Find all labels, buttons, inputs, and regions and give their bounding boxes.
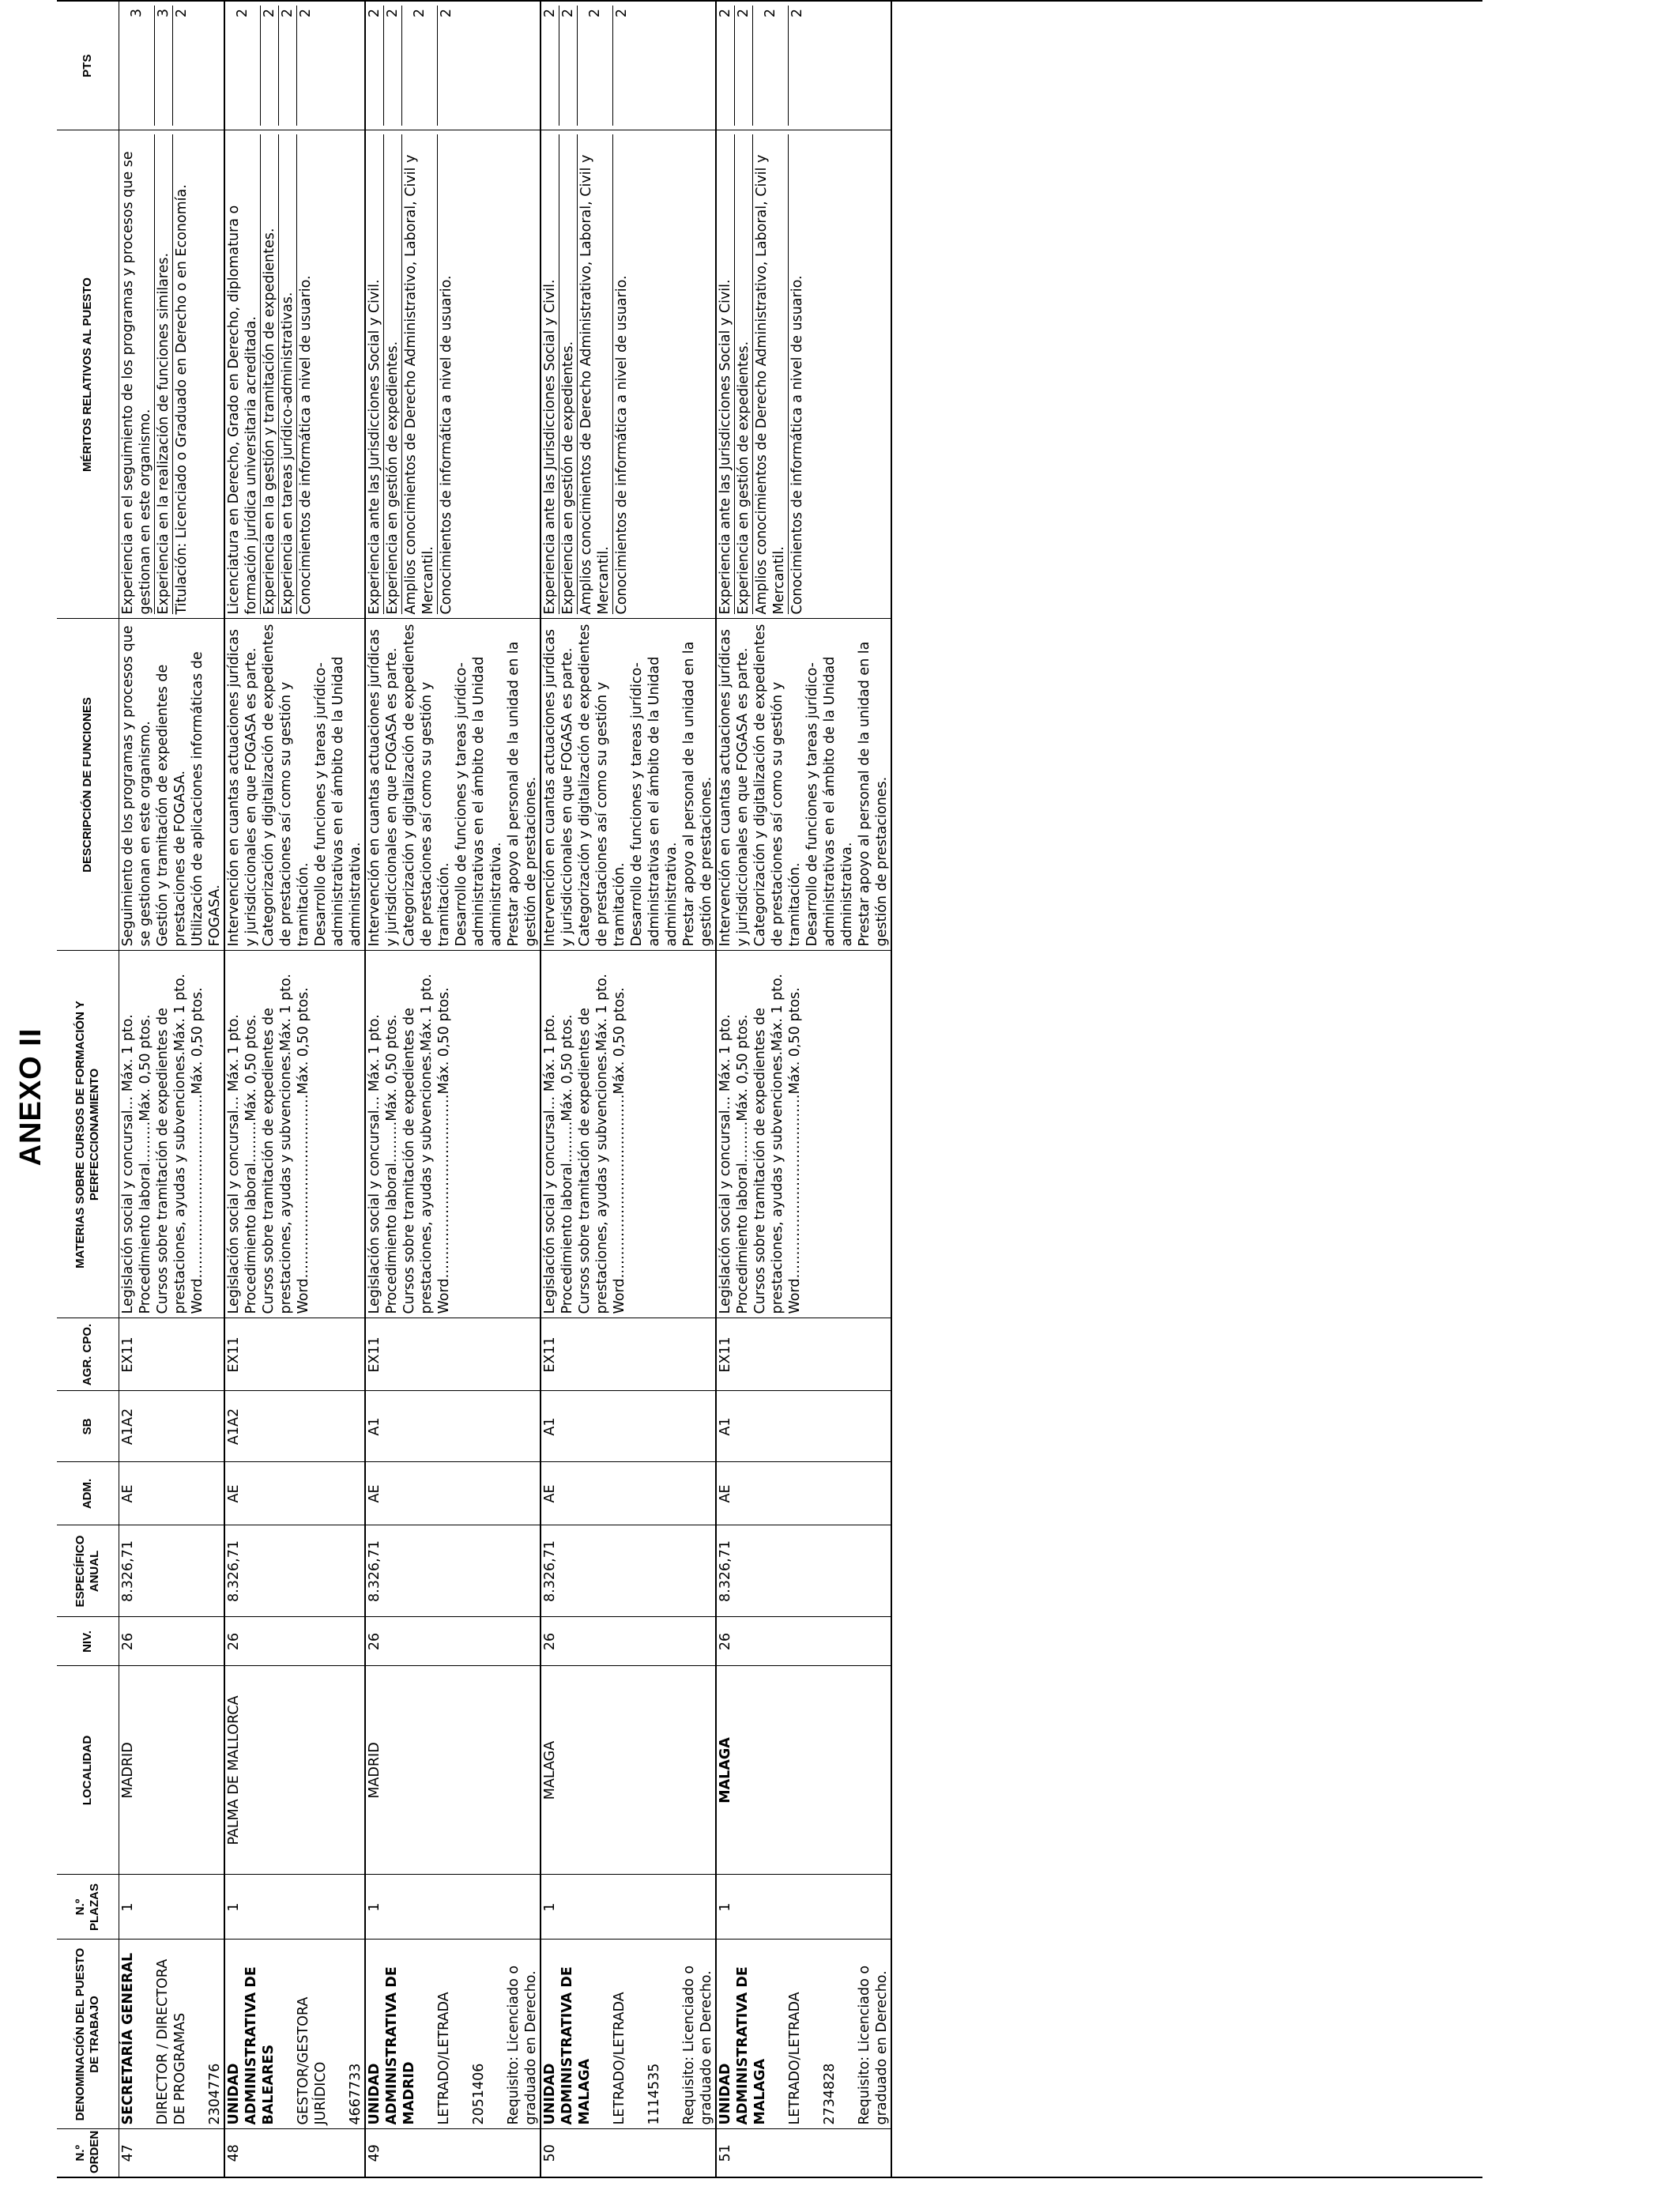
cell-agr: EX11 <box>365 1318 541 1391</box>
puesto-name: LETRADO/LETRADA <box>612 1992 627 2125</box>
cell-sb: A1 <box>541 1391 716 1462</box>
puesto-codigo: 1114535 <box>646 2063 662 2125</box>
cell-meritos <box>224 130 365 619</box>
pts-item: 2 <box>789 9 805 18</box>
funcion-item: Prestar apoyo al personal de la unidad en la gestión de prestaciones. <box>857 641 890 947</box>
header-pts: PTS <box>57 2 119 130</box>
puesto-codigo: 2734828 <box>822 2063 838 2125</box>
cell-especifico: 8.326,71 <box>119 1525 225 1617</box>
merito-item: Experiencia en la realización de funciones similares. <box>155 135 173 615</box>
pts-item: 2 <box>174 9 190 18</box>
funcion-item: Categorización y digitalización de expedientes de prestaciones así como su gestión y tramitación. <box>752 624 803 947</box>
cell-localidad: MALAGA <box>541 1666 716 1875</box>
pts-item: 2 <box>753 6 789 126</box>
spacer <box>488 1944 505 2125</box>
cell-nivel: 26 <box>224 1617 365 1666</box>
cell-denominacion <box>119 1940 225 2129</box>
materia-item: Procedimiento laboral………Máx. 0,50 ptos. <box>384 1014 400 1314</box>
cell-meritos <box>716 130 891 619</box>
pts-item: 2 <box>439 9 454 18</box>
cell-pts <box>541 2 716 130</box>
header-especifico: ESPECÍFICO ANUAL <box>57 1525 119 1617</box>
merito-item: Experiencia en el seguimiento de los programas y procesos que se gestionan en este organismo. <box>119 135 155 615</box>
cell-materias <box>224 951 365 1318</box>
pts-item: 2 <box>225 6 261 126</box>
cell-adm: AE <box>119 1462 225 1525</box>
spacer <box>663 1944 680 2125</box>
cell-nivel: 26 <box>541 1617 716 1666</box>
materia-item: Word…………………………….……Máx. 0,50 ptos. <box>436 987 452 1314</box>
merito-item: Amplios conocimientos de Derecho Administrativo, Laboral, Civil y Mercantil. <box>402 135 438 615</box>
table-row <box>365 2 541 2177</box>
spacer <box>769 1944 786 2125</box>
cell-adm: AE <box>224 1462 365 1525</box>
cell-localidad: MADRID <box>119 1666 225 1875</box>
merito-item: Amplios conocimientos de Derecho Administrativo, Laboral, Civil y Mercantil. <box>753 135 789 615</box>
table-row <box>224 2 365 2177</box>
header-sb: SB <box>57 1391 119 1462</box>
pts-item: 2 <box>717 6 735 126</box>
cell-sb: A1A2 <box>224 1391 365 1462</box>
merito-item: Experiencia en tareas jurídico-administrativas. <box>279 135 297 615</box>
page-title: ANEXO II <box>14 1027 47 1167</box>
merito-item: Amplios conocimientos de Derecho Administrativo, Laboral, Civil y Mercantil. <box>578 135 613 615</box>
materia-item: Legislación social y concursal… Máx. 1 pto. <box>226 1014 242 1314</box>
cell-agr: EX11 <box>716 1318 891 1391</box>
merito-item: Experiencia en gestión de expedientes. <box>735 135 753 615</box>
cell-localidad: MADRID <box>365 1666 541 1875</box>
cell-sb: A1A2 <box>119 1391 225 1462</box>
cell-orden: 50 <box>541 2129 716 2177</box>
materia-item: Cursos sobre tramitación de expedientes de prestaciones, ayudas y subvenciones.Máx. 1 pto. <box>577 974 610 1314</box>
cell-plazas: 1 <box>119 1875 225 1940</box>
cell-orden: 48 <box>224 2129 365 2177</box>
materia-item: Cursos sobre tramitación de expedientes de prestaciones, ayudas y subvenciones.Máx. 1 pto. <box>752 974 785 1314</box>
cell-plazas: 1 <box>365 1875 541 1940</box>
materia-item: Procedimiento laboral………Máx. 0,50 ptos. <box>137 1014 153 1314</box>
funcion-item: Desarrollo de funciones y tareas jurídico-administrativas en el ámbito de la Unidad administrativa. <box>313 656 363 947</box>
cell-adm: AE <box>541 1462 716 1525</box>
pts-item: 2 <box>279 6 297 126</box>
cell-materias <box>119 951 225 1318</box>
header-agr: AGR. CPO. <box>57 1318 119 1391</box>
funcion-item: Intervención en cuantas actuaciones jurídicas y jurisdiccionales en que FOGASA es parte. <box>226 628 259 947</box>
cell-meritos <box>119 130 225 619</box>
unidad-name: UNIDAD ADMINISTRATIVA DE BALEARES <box>226 1966 277 2125</box>
pts-item: 2 <box>384 6 402 126</box>
table-row <box>119 2 225 2177</box>
cell-plazas: 1 <box>716 1875 891 1940</box>
funcion-item: Desarrollo de funciones y tareas jurídico-administrativas en el ámbito de la Unidad administrativa. <box>454 656 504 947</box>
header-meritos: MÉRITOS RELATIVOS AL PUESTO <box>57 130 119 619</box>
merito-item: Experiencia ante las Jurisdicciones Social y Civil. <box>541 135 559 615</box>
spacer <box>628 1944 646 2125</box>
merito-item: Conocimientos de informática a nivel de usuario. <box>298 275 314 615</box>
puesto-requisito: Requisito: Licenciado o graduado en Derecho. <box>506 1965 539 2125</box>
cell-denominacion <box>365 1940 541 2129</box>
cell-meritos <box>365 130 541 619</box>
spacer <box>838 1944 856 2125</box>
cell-localidad: MALAGA <box>716 1666 891 1875</box>
funcion-item: Seguimiento de los programas y procesos que se gestionan en este organismo. <box>120 625 153 947</box>
cell-pts <box>365 2 541 130</box>
table-header <box>57 2 119 2177</box>
annex-table <box>57 2 892 2177</box>
spacer <box>189 1944 206 2125</box>
materia-item: Legislación social y concursal… Máx. 1 pto. <box>718 1014 733 1314</box>
cell-especifico: 8.326,71 <box>716 1525 891 1617</box>
materia-item: Word…………………………….……Máx. 0,50 ptos. <box>787 987 803 1314</box>
materia-item: Cursos sobre tramitación de expedientes de prestaciones, ayudas y subvenciones.Máx. 1 pto. <box>155 974 188 1314</box>
cell-localidad: PALMA DE MALLORCA <box>224 1666 365 1875</box>
cell-agr: EX11 <box>541 1318 716 1391</box>
cell-agr: EX11 <box>224 1318 365 1391</box>
puesto-name: LETRADO/LETRADA <box>787 1992 803 2125</box>
funcion-item: Prestar apoyo al personal de la unidad en la gestión de prestaciones. <box>681 641 714 947</box>
pts-item: 3 <box>155 6 173 126</box>
puesto-codigo: 2051406 <box>471 2063 487 2125</box>
cell-orden: 51 <box>716 2129 891 2177</box>
cell-nivel: 26 <box>119 1617 225 1666</box>
materia-item: Cursos sobre tramitación de expedientes de prestaciones, ayudas y subvenciones.Máx. 1 pto. <box>401 974 435 1314</box>
header-plazas: N.º PLAZAS <box>57 1875 119 1940</box>
merito-item: Licenciatura en Derecho, Grado en Derecho, diplomatura o formación jurídica universitaria acreditada. <box>225 135 261 615</box>
cell-meritos <box>541 130 716 619</box>
spacer <box>804 1944 821 2125</box>
funcion-item: Prestar apoyo al personal de la unidad en la gestión de prestaciones. <box>506 641 539 947</box>
spacer <box>330 1944 347 2125</box>
pts-item: 2 <box>541 6 559 126</box>
pts-item: 2 <box>261 6 279 126</box>
puesto-name: DIRECTOR / DIRECTORA DE PROGRAMAS <box>155 1958 188 2125</box>
funcion-item: Categorización y digitalización de expedientes de prestaciones así como su gestión y tramitación. <box>577 624 627 947</box>
cell-pts <box>119 2 225 130</box>
materia-item: Word…………………………….……Máx. 0,50 ptos. <box>296 987 311 1314</box>
pts-item: 2 <box>366 6 384 126</box>
cell-adm: AE <box>365 1462 541 1525</box>
merito-item: Conocimientos de informática a nivel de usuario. <box>439 275 454 615</box>
unidad-name: UNIDAD ADMINISTRATIVA DE MALAGA <box>718 1966 768 2125</box>
funcion-item: Categorización y digitalización de expedientes de prestaciones así como su gestión y tramitación. <box>401 624 452 947</box>
spacer <box>453 1944 470 2125</box>
cell-agr: EX11 <box>119 1318 225 1391</box>
puesto-name: GESTOR/GESTORA JURÍDICO <box>296 1996 329 2125</box>
materia-item: Legislación social y concursal… Máx. 1 pto. <box>542 1014 558 1314</box>
cell-orden: 49 <box>365 2129 541 2177</box>
cell-descripcion <box>541 619 716 951</box>
merito-item: Conocimientos de informática a nivel de usuario. <box>789 275 805 615</box>
puesto-codigo: 2304776 <box>207 2063 223 2125</box>
spacer <box>593 1944 611 2125</box>
header-orden: N.º ORDEN <box>57 2129 119 2177</box>
cell-especifico: 8.326,71 <box>224 1525 365 1617</box>
unidad-name: UNIDAD ADMINISTRATIVA DE MADRID <box>367 1966 417 2125</box>
header-adm: ADM. <box>57 1462 119 1525</box>
pts-item: 2 <box>298 9 314 18</box>
spacer <box>277 1944 295 2125</box>
cell-denominacion <box>224 1940 365 2129</box>
cell-orden: 47 <box>119 2129 225 2177</box>
materia-item: Procedimiento laboral………Máx. 0,50 ptos. <box>243 1014 259 1314</box>
funcion-item: Categorización y digitalización de expedientes de prestaciones así como su gestión y tramitación. <box>261 624 311 947</box>
puesto-requisito: Requisito: Licenciado o graduado en Derecho. <box>857 1965 890 2125</box>
header-descripcion: DESCRIPCIÓN DE FUNCIONES <box>57 619 119 951</box>
cell-materias <box>365 951 541 1318</box>
merito-item: Experiencia en la gestión y tramitación de expedientes. <box>261 135 279 615</box>
spacer <box>137 1944 154 2125</box>
cell-descripcion <box>716 619 891 951</box>
merito-item: Experiencia ante las Jurisdicciones Social y Civil. <box>366 135 384 615</box>
spacer <box>418 1944 435 2125</box>
cell-descripcion <box>119 619 225 951</box>
pts-item: 2 <box>614 9 630 18</box>
materia-item: Word…………………………….……Máx. 0,50 ptos. <box>190 987 205 1314</box>
funcion-item: Gestión y tramitación de expedientes de prestaciones de FOGASA. <box>155 664 188 947</box>
cell-nivel: 26 <box>365 1617 541 1666</box>
cell-descripcion <box>365 619 541 951</box>
cell-nivel: 26 <box>716 1617 891 1666</box>
header-denominacion: DENOMINACIÓN DEL PUESTO DE TRABAJO <box>57 1940 119 2129</box>
materia-item: Legislación social y concursal… Máx. 1 pto. <box>120 1014 136 1314</box>
pts-item: 2 <box>578 6 613 126</box>
materia-item: Word…………………………….……Máx. 0,50 ptos. <box>612 987 627 1314</box>
cell-pts <box>224 2 365 130</box>
materia-item: Cursos sobre tramitación de expedientes de prestaciones, ayudas y subvenciones.Máx. 1 pto. <box>261 974 294 1314</box>
unidad-name: SECRETARÍA GENERAL <box>120 1952 136 2125</box>
header-localidad: LOCALIDAD <box>57 1666 119 1875</box>
funcion-item: Intervención en cuantas actuaciones jurídicas y jurisdiccionales en que FOGASA es parte. <box>542 628 575 947</box>
funcion-item: Intervención en cuantas actuaciones jurídicas y jurisdiccionales en que FOGASA es parte. <box>367 628 400 947</box>
funcion-item: Intervención en cuantas actuaciones jurídicas y jurisdiccionales en que FOGASA es parte. <box>718 628 751 947</box>
materia-item: Procedimiento laboral………Máx. 0,50 ptos. <box>559 1014 575 1314</box>
cell-materias <box>541 951 716 1318</box>
cell-adm: AE <box>716 1462 891 1525</box>
funcion-item: Utilización de aplicaciones informáticas de FOGASA. <box>190 651 223 947</box>
table-body <box>119 2 892 2177</box>
merito-item: Experiencia en gestión de expedientes. <box>559 135 578 615</box>
cell-plazas: 1 <box>224 1875 365 1940</box>
funcion-item: Desarrollo de funciones y tareas jurídico-administrativas en el ámbito de la Unidad administrativa. <box>629 656 680 947</box>
table-row <box>716 2 891 2177</box>
puesto-codigo: 4667733 <box>348 2063 363 2125</box>
funcion-item: Desarrollo de funciones y tareas jurídico-administrativas en el ámbito de la Unidad administrativa. <box>804 656 855 947</box>
cell-materias <box>716 951 891 1318</box>
cell-especifico: 8.326,71 <box>541 1525 716 1617</box>
header-materias: MATERIAS SOBRE CURSOS DE FORMACIÓN Y PERFECCIONAMIENTO <box>57 951 119 1318</box>
merito-item: Titulación: Licenciado o Graduado en Derecho o en Economía. <box>174 184 190 615</box>
merito-item: Conocimientos de informática a nivel de usuario. <box>614 275 630 615</box>
cell-descripcion <box>224 619 365 951</box>
materia-item: Legislación social y concursal… Máx. 1 pto. <box>367 1014 382 1314</box>
pts-item: 3 <box>119 6 155 126</box>
cell-denominacion <box>716 1940 891 2129</box>
pts-item: 2 <box>735 6 753 126</box>
puesto-name: LETRADO/LETRADA <box>436 1992 452 2125</box>
cell-sb: A1 <box>716 1391 891 1462</box>
merito-item: Experiencia en gestión de expedientes. <box>384 135 402 615</box>
pts-item: 2 <box>402 6 438 126</box>
cell-plazas: 1 <box>541 1875 716 1940</box>
table-row <box>541 2 716 2177</box>
header-nivel: NIV. <box>57 1617 119 1666</box>
pts-item: 2 <box>559 6 578 126</box>
unidad-name: UNIDAD ADMINISTRATIVA DE MALAGA <box>542 1966 593 2125</box>
cell-denominacion <box>541 1940 716 2129</box>
cell-sb: A1 <box>365 1391 541 1462</box>
materia-item: Procedimiento laboral………Máx. 0,50 ptos. <box>735 1014 751 1314</box>
annex-table-container <box>57 0 1482 2178</box>
cell-pts <box>716 2 891 130</box>
cell-especifico: 8.326,71 <box>365 1525 541 1617</box>
puesto-requisito: Requisito: Licenciado o graduado en Derecho. <box>681 1965 714 2125</box>
merito-item: Experiencia ante las Jurisdicciones Social y Civil. <box>717 135 735 615</box>
